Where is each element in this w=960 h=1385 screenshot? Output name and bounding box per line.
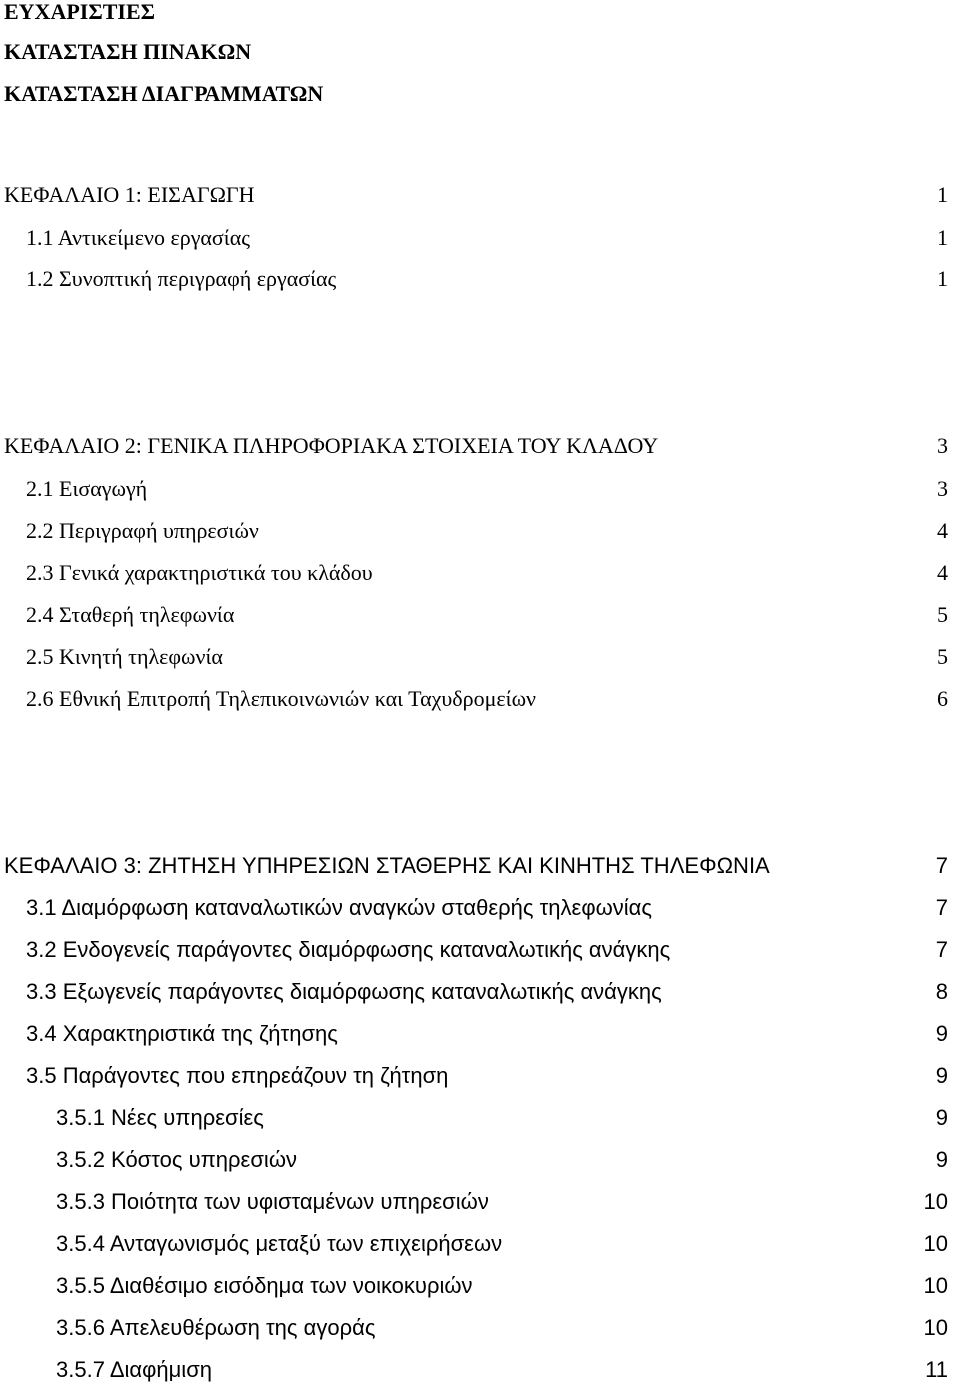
toc-section-2-4 (0, 600, 960, 630)
toc-subsection-3-5-3 (0, 1187, 960, 1217)
toc-page-number: 4 (937, 560, 948, 585)
toc-section-title: 2.2 Περιγραφή υπηρεσιών (26, 518, 259, 543)
toc-page-number: 5 (937, 602, 948, 627)
toc-section-3-4 (0, 1019, 960, 1049)
toc-section-2-3 (0, 558, 960, 588)
toc-page-number: 7 (935, 853, 948, 878)
toc-page-number: 3 (937, 433, 948, 458)
toc-page-number: 9 (935, 1147, 948, 1172)
toc-page-number: 7 (935, 937, 948, 962)
toc-section-title: 2.6 Εθνική Επιτροπή Τηλεπικοινωνιών και Ταχυδρομείων (26, 686, 537, 711)
toc-section-1-2 (0, 264, 960, 294)
toc-page-number: 10 (923, 1315, 948, 1340)
toc-section-title: 2.5 Κινητή τηλεφωνία (26, 644, 223, 669)
toc-page-number: 8 (935, 979, 948, 1004)
toc-section-2-6 (0, 684, 960, 714)
front-matter-list-of-diagrams: ΚΑΤΑΣΤΑΣΗ ΔΙΑΓΡΑΜΜΑΤΩΝ (4, 81, 324, 106)
toc-chapter-title: ΚΕΦΑΛΑΙΟ 2: ΓΕΝΙΚΑ ΠΛΗΡΟΦΟΡΙΑΚΑ ΣΤΟΙΧΕΙΑ ΤΟΥ ΚΛΑΔΟΥ (4, 433, 659, 458)
toc-subsection-title: 3.5.6 Απελευθέρωση της αγοράς (56, 1315, 376, 1340)
toc-section-2-1 (0, 474, 960, 504)
toc-chapter-title: ΚΕΦΑΛΑΙΟ 1: ΕΙΣΑΓΩΓΗ (4, 182, 255, 207)
toc-subsection-3-5-1 (0, 1103, 960, 1133)
toc-section-3-5 (0, 1061, 960, 1091)
toc-section-2-2 (0, 516, 960, 546)
toc-subsection-3-5-2 (0, 1145, 960, 1175)
toc-subsection-3-5-4 (0, 1229, 960, 1259)
toc-chapter-2 (0, 431, 960, 461)
toc-section-1-1 (0, 223, 960, 253)
toc-page-number: 10 (923, 1189, 948, 1214)
toc-section-3-2 (0, 935, 960, 965)
toc-page-number: 11 (925, 1357, 948, 1382)
toc-section-title: 2.3 Γενικά χαρακτηριστικά του κλάδου (26, 560, 373, 585)
front-matter-list-of-tables: ΚΑΤΑΣΤΑΣΗ ΠΙΝΑΚΩΝ (4, 39, 252, 64)
toc-chapter-3 (0, 851, 960, 881)
toc-section-title: 3.5 Παράγοντες που επηρεάζουν τη ζήτηση (26, 1063, 449, 1088)
toc-page-number: 10 (923, 1231, 948, 1256)
toc-section-title: 2.4 Σταθερή τηλεφωνία (26, 602, 235, 627)
toc-subsection-title: 3.5.3 Ποιότητα των υφισταμένων υπηρεσιών (56, 1189, 489, 1214)
toc-section-title: 3.2 Ενδογενείς παράγοντες διαμόρφωσης καταναλωτικής ανάγκης (26, 937, 671, 962)
toc-section-title: 2.1 Εισαγωγή (26, 476, 148, 501)
toc-subsection-3-5-6 (0, 1313, 960, 1343)
toc-section-3-1 (0, 893, 960, 923)
toc-section-title: 3.4 Χαρακτηριστικά της ζήτησης (26, 1021, 338, 1046)
toc-section-3-3 (0, 977, 960, 1007)
toc-section-title: 1.2 Συνοπτική περιγραφή εργασίας (26, 266, 337, 291)
front-matter-acknowledgements: ΕΥΧΑΡΙΣΤΙΕΣ (4, 0, 156, 24)
toc-section-title: 3.3 Εξωγενείς παράγοντες διαμόρφωσης καταναλωτικής ανάγκης (26, 979, 662, 1004)
toc-subsection-3-5-7 (0, 1355, 960, 1385)
toc-section-title: 3.1 Διαμόρφωση καταναλωτικών αναγκών σταθερής τηλεφωνίας (26, 895, 653, 920)
toc-page-number: 1 (937, 266, 948, 291)
toc-page-number: 1 (937, 182, 948, 207)
toc-section-2-5 (0, 642, 960, 672)
toc-page-number: 4 (937, 518, 948, 543)
toc-page-number: 9 (935, 1021, 948, 1046)
toc-page-number: 1 (937, 225, 948, 250)
toc-page-number: 10 (923, 1273, 948, 1298)
toc-section-title: 1.1 Αντικείμενο εργασίας (26, 225, 250, 250)
toc-page-number: 7 (935, 895, 948, 920)
toc-chapter-title: ΚΕΦΑΛΑΙΟ 3: ΖΗΤΗΣΗ ΥΠΗΡΕΣΙΩΝ ΣΤΑΘΕΡΗΣ ΚΑΙ ΚΙΝΗΤΗΣ ΤΗΛΕΦΩΝΙΑ (4, 853, 770, 878)
toc-chapter-1 (0, 180, 960, 210)
toc-subsection-title: 3.5.7 Διαφήμιση (56, 1357, 213, 1382)
toc-subsection-3-5-5 (0, 1271, 960, 1301)
toc-page-number: 3 (937, 476, 948, 501)
toc-subsection-title: 3.5.5 Διαθέσιμο εισόδημα των νοικοκυριών (56, 1273, 473, 1298)
toc-subsection-title: 3.5.1 Νέες υπηρεσίες (56, 1105, 264, 1130)
toc-page-number: 5 (937, 644, 948, 669)
toc-subsection-title: 3.5.2 Κόστος υπηρεσιών (56, 1147, 298, 1172)
toc-subsection-title: 3.5.4 Ανταγωνισμός μεταξύ των επιχειρήσεων (56, 1231, 503, 1256)
toc-page-number: 9 (935, 1105, 948, 1130)
toc-page-number: 9 (935, 1063, 948, 1088)
toc-page-number: 6 (937, 686, 948, 711)
